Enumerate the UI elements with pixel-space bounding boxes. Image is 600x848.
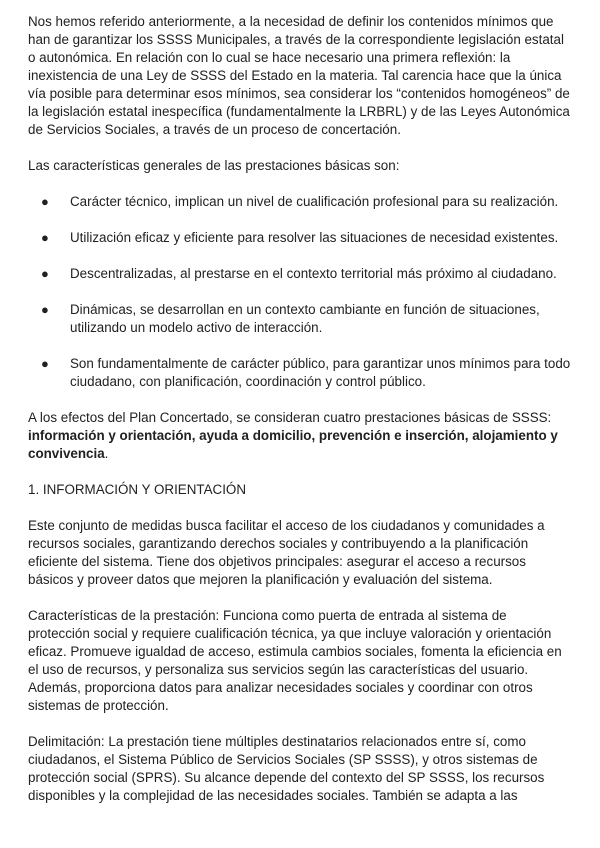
section-paragraph-3: Delimitación: La prestación tiene múltiples destinatarios relacionados entre sí, como ciudadanos, el Sistema Público de Servicios Sociales (SP SSSS), y otros sistemas de protección social (SPRS). Su alcance depende del contexto del SP SSSS, los recursos disponibles y la complejidad de las necesidades sociales. También se adapta a las: [28, 734, 545, 803]
bullet-icon: ●: [41, 356, 49, 371]
section-heading: 1. INFORMACIÓN Y ORIENTACIÓN: [28, 482, 246, 497]
characteristics-list: [28, 193, 572, 391]
list-item: [28, 229, 572, 247]
list-item: [28, 193, 572, 211]
list-item: [28, 265, 572, 283]
prestaciones-list-bold: información y orientación, ayuda a domicilio, prevención e inserción, alojamiento y convivencia: [28, 428, 558, 461]
list-item: [28, 355, 572, 391]
bullet-icon: ●: [41, 302, 49, 317]
list-item: [28, 301, 572, 337]
list-item-text: Descentralizadas, al prestarse en el contexto territorial más próximo al ciudadano.: [70, 266, 557, 281]
bullet-icon: ●: [41, 266, 49, 281]
list-item-text: Carácter técnico, implican un nivel de cualificación profesional para su realización.: [70, 194, 559, 209]
section-paragraph-2: Características de la prestación: Funciona como puerta de entrada al sistema de protección social y requiere cualificación técnica, ya que incluye valoración y orientación eficaz. Promueve igualdad de acceso, estimula cambios sociales, fomenta la eficiencia en el uso de recursos, y personaliza sus servicios según las características del usuario. Además, proporciona datos para analizar necesidades sociales y coordinar con otros sistemas de protección.: [28, 608, 562, 713]
bullet-icon: ●: [41, 194, 49, 209]
plan-lead-text: A los efectos del Plan Concertado, se consideran cuatro prestaciones básicas de SSSS:: [28, 410, 552, 425]
list-item-text: Dinámicas, se desarrollan en un contexto cambiante en función de situaciones, utilizando un modelo activo de interacción.: [70, 302, 540, 335]
characteristics-intro: Las características generales de las prestaciones básicas son:: [28, 158, 400, 173]
bullet-icon: ●: [41, 230, 49, 245]
plan-concertado-paragraph: [28, 409, 572, 463]
plan-end-text: .: [104, 446, 109, 461]
intro-paragraph: Nos hemos referido anteriormente, a la necesidad de definir los contenidos mínimos que han de garantizar los SSSS Municipales, a través de la correspondiente legislación estatal o autonómica. En relación con lo cual se hace necesario una primera reflexión: la inexistencia de una Ley de SSSS del Estado en la materia. Tal carencia hace que la única vía posible para determinar esos mínimos, sea considerar los “contenidos homogéneos” de la legislación estatal inespecífica (fundamentalmente la LRBRL) y de las Leyes Autonómica de Servicios Sociales, a través de un proceso de concertación.: [28, 14, 570, 137]
list-item-text: Utilización eficaz y eficiente para resolver las situaciones de necesidad existentes.: [70, 230, 559, 245]
section-paragraph-1: Este conjunto de medidas busca facilitar el acceso de los ciudadanos y comunidades a recursos sociales, garantizando derechos sociales y contribuyendo a la planificación eficiente del sistema. Tiene dos objetivos principales: asegurar el acceso a recursos básicos y proveer datos que mejoren la planificación y evaluación del sistema.: [28, 518, 545, 587]
list-item-text: Son fundamentalmente de carácter público, para garantizar unos mínimos para todo ciudadano, con planificación, coordinación y control público.: [70, 356, 571, 389]
